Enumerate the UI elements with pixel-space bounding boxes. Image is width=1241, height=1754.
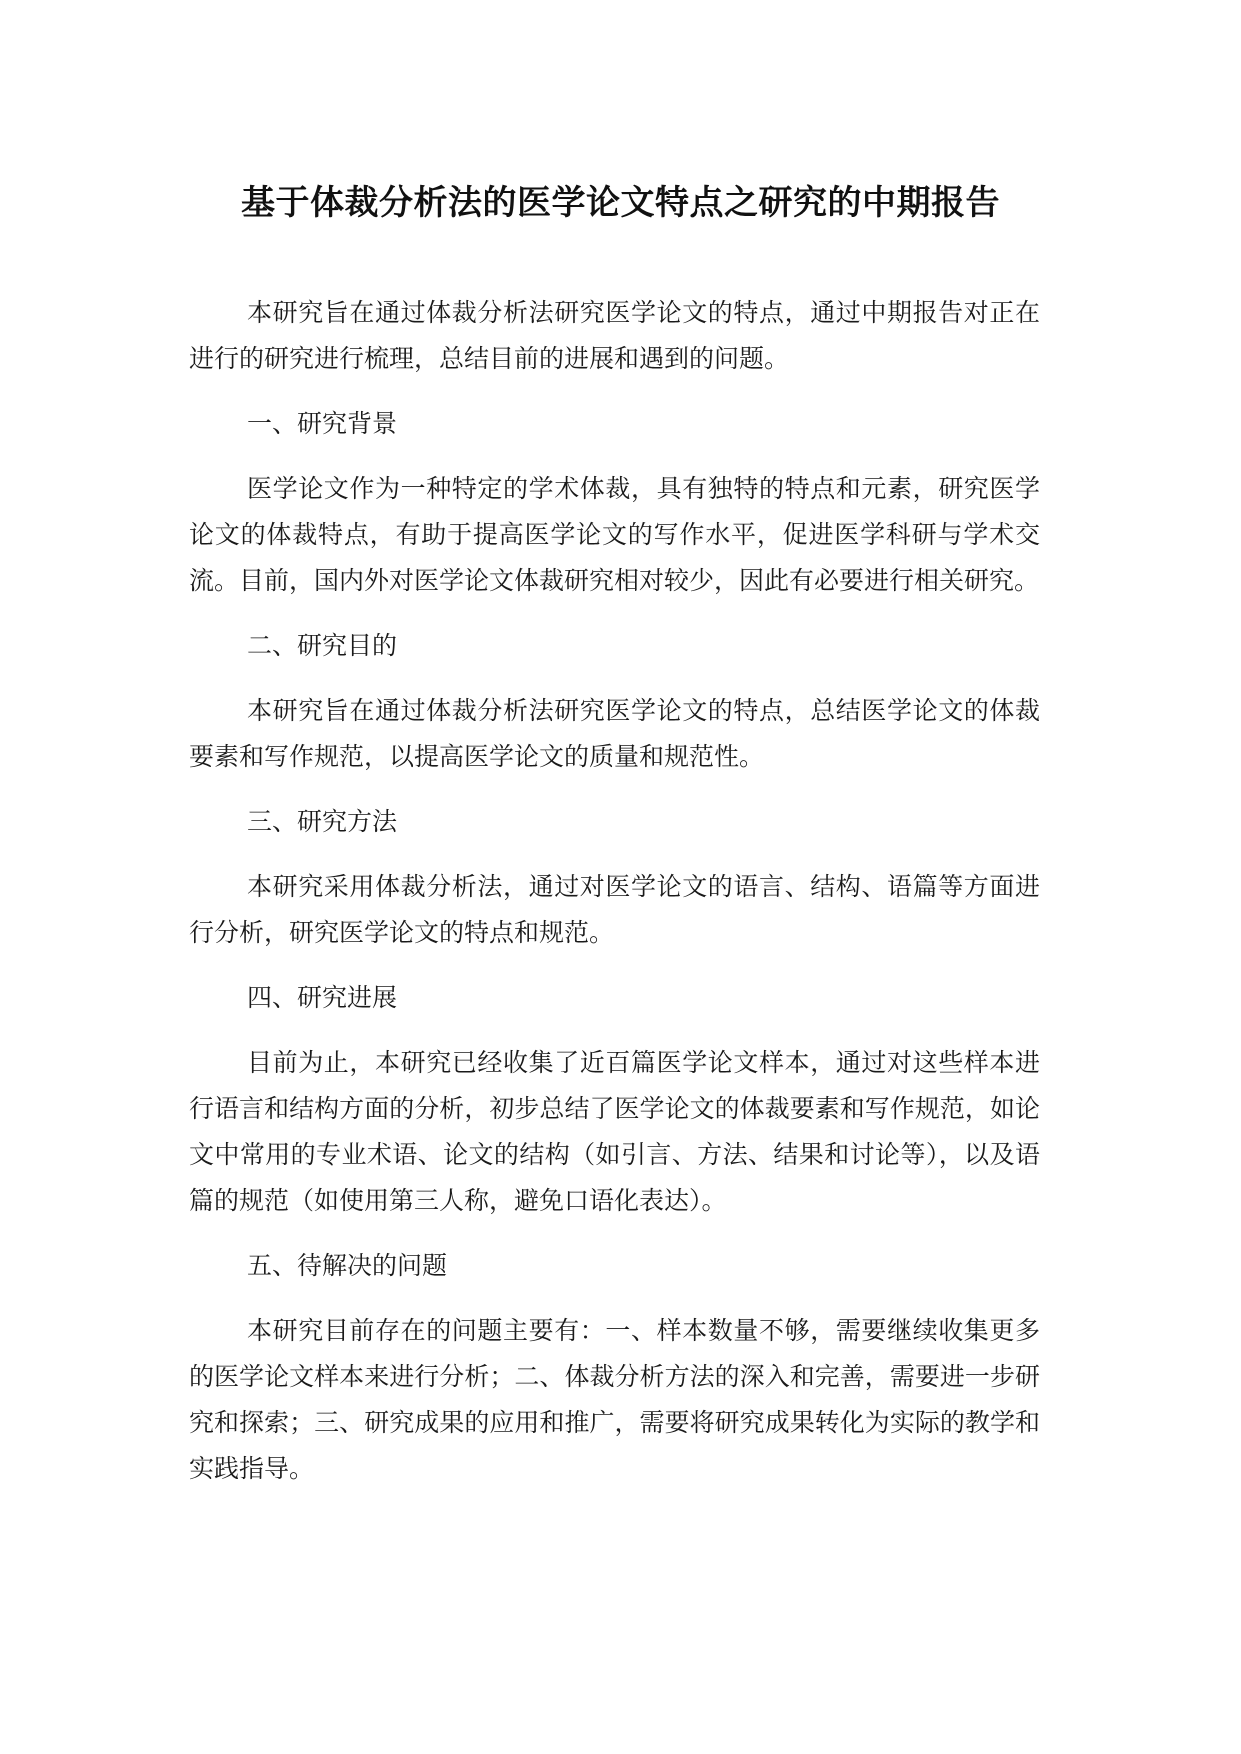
section-heading-problems: 五、待解决的问题 (247, 1251, 448, 1280)
section-heading-method: 三、研究方法 (247, 807, 398, 836)
section-body-background: 医学论文作为一种特定的学术体裁，具有独特的特点和元素，研究医学论文的体裁特点，有助于提高医学论文的写作水平，促进医学科研与学术交流。目前，国内外对医学论文体裁研究相对较少，因此有必要进行相关研究。 (189, 474, 1040, 595)
section-body-method: 本研究采用体裁分析法，通过对医学论文的语言、结构、语篇等方面进行分析，研究医学论文的特点和规范。 (189, 872, 1040, 947)
section-heading-progress: 四、研究进展 (247, 983, 398, 1012)
section-heading-background: 一、研究背景 (247, 409, 398, 438)
section-body-problems: 本研究目前存在的问题主要有：一、样本数量不够，需要继续收集更多的医学论文样本来进行分析；二、体裁分析方法的深入和完善，需要进一步研究和探索；三、研究成果的应用和推广，需要将研究成果转化为实际的教学和实践指导。 (189, 1316, 1040, 1483)
section-body-purpose: 本研究旨在通过体裁分析法研究医学论文的特点，总结医学论文的体裁要素和写作规范，以提高医学论文的质量和规范性。 (189, 696, 1040, 771)
section-heading-purpose: 二、研究目的 (247, 631, 398, 660)
document-title: 基于体裁分析法的医学论文特点之研究的中期报告 (241, 183, 1000, 223)
section-body-progress: 目前为止，本研究已经收集了近百篇医学论文样本，通过对这些样本进行语言和结构方面的分析，初步总结了医学论文的体裁要素和写作规范，如论文中常用的专业术语、论文的结构（如引言、方法、结果和讨论等），以及语篇的规范（如使用第三人称，避免口语化表达）。 (189, 1048, 1040, 1215)
document-body (189, 290, 1040, 1511)
intro-paragraph: 本研究旨在通过体裁分析法研究医学论文的特点，通过中期报告对正在进行的研究进行梳理，总结目前的进展和遇到的问题。 (189, 298, 1040, 373)
